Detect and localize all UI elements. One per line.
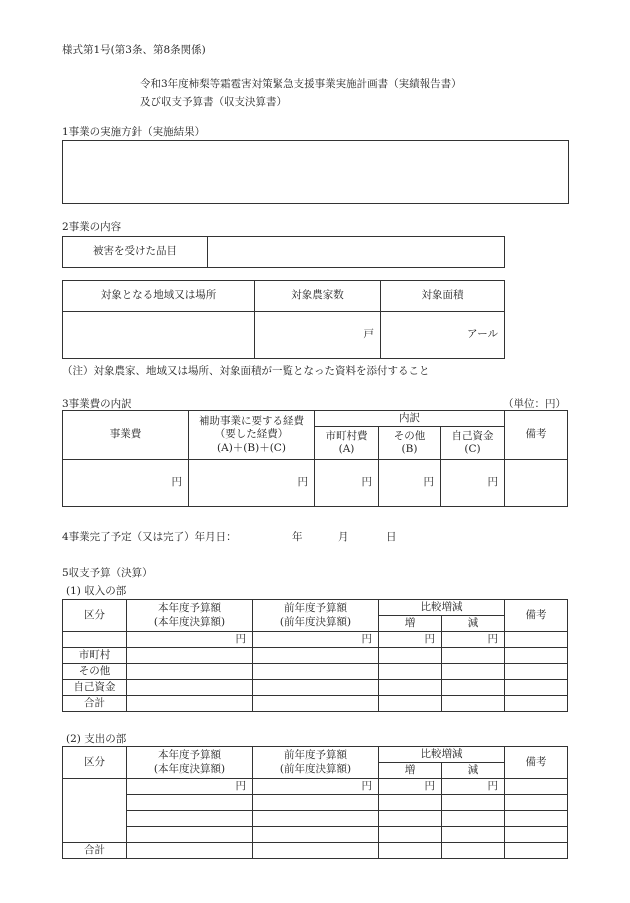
col-increase-header: 増 — [379, 616, 442, 632]
col-prev-year-line2: (前年度決算額) — [279, 615, 352, 628]
expense-cell[interactable] — [253, 843, 379, 859]
income-cell[interactable] — [253, 696, 379, 712]
yen-unit: 円 — [171, 476, 182, 489]
income-table — [62, 599, 568, 712]
other-cost-input[interactable] — [379, 460, 441, 507]
income-cell[interactable] — [127, 680, 253, 696]
col-this-year-line2: (本年度決算額) — [153, 615, 226, 628]
col-remarks-header: 備考 — [505, 747, 568, 779]
yen-unit: 円 — [424, 632, 435, 645]
income-cell[interactable] — [442, 680, 505, 696]
income-cell[interactable] — [442, 696, 505, 712]
section3-heading: 3事業費の内訳 — [62, 398, 132, 410]
yen-unit: 円 — [487, 779, 498, 792]
expense-increase-unit — [379, 779, 442, 795]
col-increase-header: 増 — [379, 763, 442, 779]
col-category-header: 区分 — [63, 600, 127, 632]
completion-date-label: 4事業完了予定（又は完了）年月日： — [62, 531, 237, 543]
col-subsidy-line2: （要した経費） — [214, 428, 289, 441]
expense-prev-year-unit — [253, 779, 379, 795]
income-cell[interactable] — [127, 664, 253, 680]
item-input[interactable] — [208, 237, 505, 268]
income-row-label: 市町村 — [63, 648, 127, 664]
expense-cell[interactable] — [442, 811, 505, 827]
income-unit-row-label — [63, 632, 127, 648]
col-subsidy-line1: 補助事業に要する経費 — [199, 415, 304, 428]
expense-cell[interactable] — [505, 795, 568, 811]
unit-label: （単位：円） — [503, 398, 566, 410]
income-cell[interactable] — [505, 680, 568, 696]
expense-cell[interactable] — [505, 843, 568, 859]
policy-textbox[interactable] — [62, 140, 569, 204]
income-row-label: 合計 — [63, 696, 127, 712]
col-compare-header: 比較増減 — [379, 600, 505, 616]
income-decrease-unit — [442, 632, 505, 648]
area-input[interactable] — [63, 312, 255, 359]
expense-cell[interactable] — [379, 795, 442, 811]
col-this-year-header — [127, 600, 253, 632]
yen-unit: 円 — [361, 632, 372, 645]
income-cell[interactable] — [505, 648, 568, 664]
item-label: 被害を受けた品目 — [63, 237, 208, 268]
col-this-year-line1: 本年度予算額 — [158, 602, 221, 615]
subsidy-cost-input[interactable] — [189, 460, 315, 507]
income-cell[interactable] — [127, 648, 253, 664]
expense-cell[interactable] — [379, 827, 442, 843]
form-number: 様式第1号(第3条、第8条関係) — [62, 44, 206, 56]
unit-farmers: 戸 — [363, 328, 374, 341]
section1-heading: 1事業の実施方針（実施結果） — [62, 126, 206, 138]
col-muni-header — [315, 427, 379, 460]
col-breakdown-header: 内訳 — [315, 411, 505, 427]
income-cell[interactable] — [379, 680, 442, 696]
yen-unit: 円 — [487, 632, 498, 645]
expense-heading: (2) 支出の部 — [66, 733, 127, 745]
expense-cell[interactable] — [253, 795, 379, 811]
col-compare-header: 比較増減 — [379, 747, 505, 763]
col-other-label: その他 — [393, 429, 426, 442]
yen-unit: 円 — [487, 476, 499, 489]
col-own-sub: (C) — [464, 443, 481, 455]
yen-unit: 円 — [424, 779, 435, 792]
total-cost-input[interactable] — [63, 460, 189, 507]
unit-acreage: アール — [467, 328, 498, 341]
income-cell[interactable] — [442, 648, 505, 664]
yen-unit: 円 — [297, 476, 308, 489]
expense-this-year-unit — [127, 779, 253, 795]
yen-unit: 円 — [361, 779, 372, 792]
expense-cell[interactable] — [127, 811, 253, 827]
col-this-year-line2: (本年度決算額) — [153, 762, 226, 775]
expense-cell[interactable] — [253, 811, 379, 827]
section2-heading: 2事業の内容 — [62, 221, 122, 233]
col-subsidy-line3: (A)＋(B)＋(C) — [217, 441, 286, 454]
income-cell[interactable] — [253, 648, 379, 664]
target-table — [62, 280, 505, 359]
col-other-sub: (B) — [401, 443, 418, 455]
col-acreage-header: 対象面積 — [381, 281, 505, 312]
expense-decrease-unit — [442, 779, 505, 795]
income-row-label: その他 — [63, 664, 127, 680]
col-own-header — [441, 427, 505, 460]
document-title-line2: 及び収支予算書（収支決算書） — [140, 96, 287, 108]
expense-cell[interactable] — [127, 843, 253, 859]
income-cell[interactable] — [379, 664, 442, 680]
col-category-header: 区分 — [63, 747, 127, 779]
farmers-input[interactable] — [255, 312, 381, 359]
yen-unit: 円 — [423, 476, 434, 489]
income-this-year-unit — [127, 632, 253, 648]
cost-table — [62, 410, 568, 507]
col-own-label: 自己資金 — [451, 429, 494, 442]
col-decrease-header: 減 — [442, 763, 505, 779]
col-this-year-header — [127, 747, 253, 779]
expense-cell[interactable] — [442, 843, 505, 859]
date-year: 年 — [292, 531, 303, 543]
col-muni-sub: (A) — [338, 443, 355, 455]
income-remarks-cell[interactable] — [505, 632, 568, 648]
income-prev-year-unit — [253, 632, 379, 648]
document-title-line1: 令和3年度柿梨等霜雹害対策緊急支援事業実施計画書（実績報告書） — [140, 78, 462, 90]
expense-category-input[interactable] — [63, 779, 127, 843]
section5-heading: 5収支予算（決算） — [62, 567, 153, 579]
income-cell[interactable] — [505, 696, 568, 712]
expense-cell[interactable] — [442, 827, 505, 843]
col-muni-label: 市町村費 — [325, 429, 368, 442]
muni-cost-input[interactable] — [315, 460, 379, 507]
yen-unit: 円 — [235, 779, 246, 792]
expense-cell[interactable] — [442, 795, 505, 811]
income-heading: (1) 収入の部 — [66, 585, 127, 597]
col-prev-year-line2: (前年度決算額) — [279, 762, 352, 775]
yen-unit: 円 — [361, 476, 372, 489]
attachment-note: （注）対象農家、地域又は場所、対象面積が一覧となった資料を添付すること — [62, 365, 430, 377]
acreage-input[interactable] — [381, 312, 505, 359]
expense-cell[interactable] — [127, 827, 253, 843]
col-remarks-header: 備考 — [505, 600, 568, 632]
col-prev-year-header — [253, 600, 379, 632]
expense-remarks-cell[interactable] — [505, 779, 568, 795]
col-farmers-header: 対象農家数 — [255, 281, 381, 312]
col-prev-year-line1: 前年度予算額 — [284, 602, 347, 615]
expense-cell[interactable] — [379, 811, 442, 827]
income-cell[interactable] — [442, 664, 505, 680]
col-subsidy-header — [189, 411, 315, 460]
col-prev-year-line1: 前年度予算額 — [284, 749, 347, 762]
income-cell[interactable] — [505, 664, 568, 680]
expense-cell[interactable] — [505, 811, 568, 827]
income-cell[interactable] — [253, 664, 379, 680]
expense-total-label: 合計 — [63, 843, 127, 859]
col-decrease-header: 減 — [442, 616, 505, 632]
expense-table — [62, 746, 568, 859]
date-month: 月 — [338, 531, 349, 543]
col-area-header: 対象となる地域又は場所 — [63, 281, 255, 312]
item-table — [62, 236, 505, 268]
income-cell[interactable] — [253, 680, 379, 696]
expense-cell[interactable] — [253, 827, 379, 843]
expense-cell[interactable] — [505, 827, 568, 843]
yen-unit: 円 — [235, 632, 246, 645]
col-remarks-header: 備考 — [505, 411, 568, 460]
income-increase-unit — [379, 632, 442, 648]
date-day: 日 — [386, 531, 397, 543]
income-cell[interactable] — [379, 696, 442, 712]
expense-cell[interactable] — [127, 795, 253, 811]
income-cell[interactable] — [379, 648, 442, 664]
remarks-input[interactable] — [505, 460, 568, 507]
own-cost-input[interactable] — [441, 460, 505, 507]
col-prev-year-header — [253, 747, 379, 779]
col-total-header: 事業費 — [63, 411, 189, 460]
income-row-label: 自己資金 — [63, 680, 127, 696]
col-this-year-line1: 本年度予算額 — [158, 749, 221, 762]
col-other-header — [379, 427, 441, 460]
income-cell[interactable] — [127, 696, 253, 712]
expense-cell[interactable] — [379, 843, 442, 859]
